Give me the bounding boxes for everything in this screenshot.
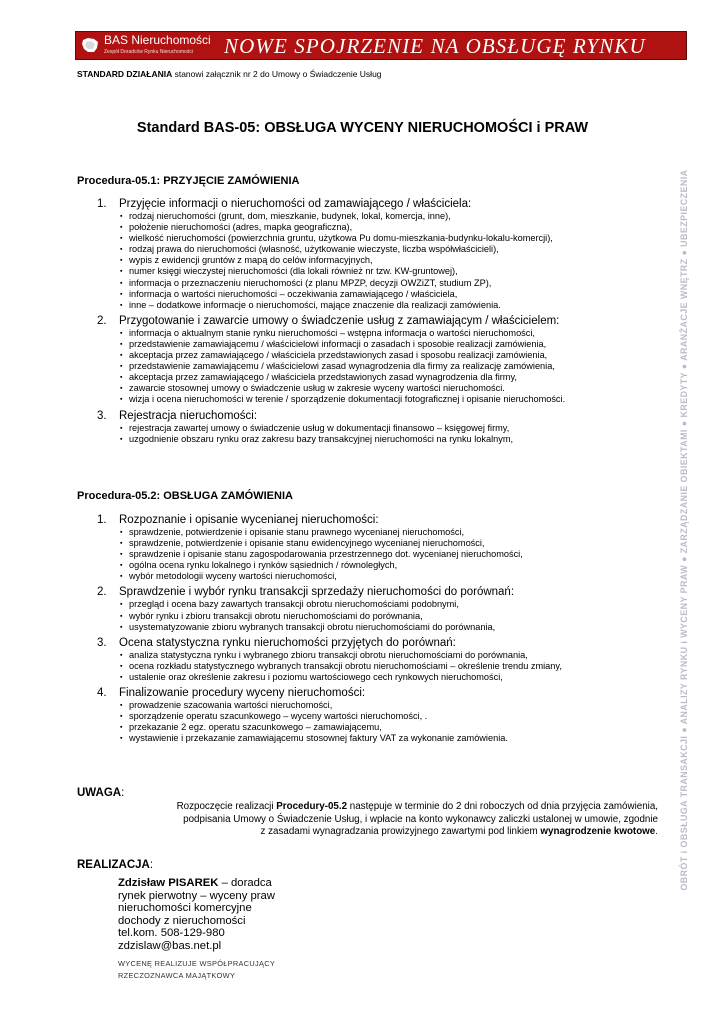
bullet-item [97,423,667,434]
footer-note [118,958,275,982]
item-number: 3. [97,409,107,422]
contact-email[interactable]: zdzislaw@bas.net.pl [118,939,222,952]
bullet-item [97,611,667,622]
note-line [98,826,658,839]
item-text: Finalizowanie procedury wyceny nieruchomości: [119,687,366,700]
bullet-text: akceptacja przez zamawiającego / właściciela przedstawionych zasad i sposobu realizacji zamówienia, [129,350,548,361]
item-text: Ocena statystyczna rynku nieruchomości przyjętych do porównań: [119,636,456,649]
item-number: 1. [97,198,107,210]
bullet-text: akceptacja przez zamawiającego / właściciela przedstawionych zasad wynagrodzenia dla firmy, [129,372,517,383]
bullet-text: zawarcie stosownej umowy o świadczenie usług w zakresie wyceny wartości nieruchomości. [129,383,505,394]
bullet-item [97,434,667,445]
note-text: następuje w terminie do 2 dni roboczych od dnia przyjęcia zamówienia, [347,801,658,812]
standard-note-bold: STANDARD DZIAŁANIA [77,69,173,79]
numbered-item [97,198,667,211]
bullet-item [97,372,667,383]
note-heading [77,787,124,799]
realization-heading [77,859,153,871]
bullet-text: sprawdzenie i opisanie stanu zagospodarowania przestrzennego dot. wycenianej nieruchomości, [129,549,523,560]
bullet-item [97,622,667,633]
bullet-text: ustalenie oraz określenie zakresu i poziomu wartościowego cech rynkowych nieruchomości, [129,671,503,682]
bullet-item [97,650,667,661]
bullet-text: ogólna ocena rynku lokalnego i rynków sąsiednich / równoległych, [129,560,398,571]
item-number: 2. [97,586,107,599]
bullet-text: informacja o wartości nieruchomości – oczekiwania zamawiającego / właściciela, [129,288,458,299]
payment-link[interactable]: wynagrodzenie kwotowe [540,826,656,838]
bullet-item [97,700,667,711]
bullet-item [97,278,667,289]
contact-line: nieruchomości komercyjne [118,902,252,914]
bullet-text: informacja o przeznaczeniu nieruchomości (z planu MPZP, decyzji OWZiZT, studium ZP), [129,277,492,288]
bullet-text: prowadzenie szacowania wartości nieruchomości, [129,700,333,711]
bullet-item [97,211,667,222]
bullet-item [97,361,667,372]
bullet-item [97,560,667,571]
numbered-item [97,514,667,527]
contact-name: Zdzisław PISAREK [118,877,219,889]
brand-name: BAS Nieruchomości [104,33,211,47]
page-title: Standard BAS-05: OBSŁUGA WYCENY NIERUCHOMOŚCI i PRAW [136,120,589,136]
bullet-item [97,672,667,683]
note-heading-text: UWAGA [77,787,122,799]
item-text: Przygotowanie i zawarcie umowy o świadczenie usług z zamawiającym / właścicielem: [119,314,560,327]
item-number: 1. [97,514,107,526]
contact-line: dochody z nieruchomości [118,914,246,927]
bullet-text: sprawdzenie, potwierdzenie i opisanie stanu prawnego wycenianej nieruchomości, [129,527,465,537]
note-line [98,801,658,814]
bullet-text: wystawienie i przekazanie zamawiającemu stosownej faktury VAT za wykonanie zamówienia. [129,733,508,744]
contact-phone: tel.kom. 508-129-980 [118,927,225,939]
procedure-list [97,514,667,744]
bullet-item [97,711,667,722]
contact-block [118,877,275,952]
bullet-item [97,599,667,610]
contact-line: rynek pierwotny – wyceny praw [118,889,275,902]
contact-name-line [118,877,275,890]
note-text: z zasadami wynagradzania prowizyjnego zawartymi pod linkiem [260,826,541,838]
item-number: 4. [97,687,107,700]
procedure-heading: Procedura-05.2: OBSŁUGA ZAMÓWIENIA [77,490,293,502]
bullet-item [97,222,667,233]
bullet-text: sprawdzenie, potwierdzenie i opisanie stanu ewidencyjnego wycenianej nieruchomości, [129,538,485,549]
numbered-item [97,586,667,599]
bullet-item [97,300,667,311]
bullet-text: informacja o aktualnym stanie rynku nieruchomości – wstępna informacja o wartości nieruchomości, [129,327,535,338]
standard-note [77,69,382,79]
bullet-item [97,289,667,300]
bullet-item [97,266,667,277]
standard-note-text: stanowi załącznik nr 2 do Umowy o Świadczenie Usług [172,69,382,79]
bullet-text: analiza statystyczna rynku i wybranego zbioru transakcji obrotu nieruchomościami do porównania, [129,649,528,660]
side-banner [676,72,691,988]
item-text: Rejestracja nieruchomości: [119,409,258,422]
bullet-item [97,350,667,361]
header-slogan: NOWE SPOJRZENIE NA OBSŁUGĘ RYNKU [224,34,646,58]
contact-role: – doradca [218,877,272,889]
realization-heading-colon: : [149,859,154,871]
bullet-text: ocena rozkładu statystycznego wybranych transakcji obrotu nieruchomościami – określenie trendu zmiany, [129,660,562,671]
bullet-item [97,571,667,582]
bullet-text: wybór rynku i zbioru transakcji obrotu nieruchomościami do porównania, [129,610,423,621]
footer-note-line: RZECZOZNAWCA MAJĄTKOWY [118,971,236,980]
note-line: podpisania Umowy o Świadczenie Usług, i wpłacie na konto wykonawcy zaliczki ustalonej w umowie, zgodnie [183,813,658,825]
item-number: 3. [97,636,107,649]
bullet-text: wybór metodologii wyceny wartości nieruchomości, [129,571,337,582]
note-text: . [655,826,658,838]
bullet-text: przedstawienie zamawiającemu / właścicielowi zasad wynagrodzenia dla firmy za realizację zamówienia, [129,361,555,372]
bullet-text: rejestracja zawartej umowy o świadczenie usług w dokumentacji finansowo – księgowej firmy, [129,422,510,433]
numbered-item [97,315,667,328]
bullet-text: sporządzenie operatu szacunkowego – wyceny wartości nieruchomości, . [129,711,428,722]
bullet-text: położenie nieruchomości (adres, mapka geograficzna), [129,222,353,233]
bullet-text: usystematyzowanie zbioru wybranych transakcji obrotu nieruchomościami do porównania, [129,621,496,632]
bullet-text: przekazanie 2 egz. operatu szacunkowego – zamawiającemu, [129,722,382,733]
numbered-item [97,410,667,423]
bullet-item [97,244,667,255]
item-text: Rozpoznanie i opisanie wycenianej nieruchomości: [119,514,379,526]
bullet-text: numer księgi wieczystej nieruchomości (dla lokali również nr tzw. KW-gruntowej), [129,266,458,277]
bullet-item [97,661,667,672]
bullet-text: rodzaj prawa do nieruchomości (własność, użytkowanie wieczyste, liczba współwłaścicieli), [129,244,499,255]
note-bold: Procedury-05.2 [276,801,348,812]
procedure-list [97,198,667,445]
bullet-item [97,549,667,560]
item-text: Sprawdzenie i wybór rynku transakcji sprzedaży nieruchomości do porównań: [119,586,515,599]
bullet-item [97,538,667,549]
bullet-text: przedstawienie zamawiającemu / właścicielowi informacji o zasadach i sposobie realizacji zamówienia, [129,338,547,349]
bullet-text: wypis z ewidencji gruntów z mapą do celów informacyjnych, [129,255,373,266]
bullet-item [97,733,667,744]
poland-map-logo-icon [80,35,100,55]
bullet-item [97,383,667,394]
footer-note-line: WYCENĘ REALIZUJE WSPÓŁPRACUJĄCY [118,959,276,968]
bullet-item [97,339,667,350]
bullet-item [97,722,667,733]
bullet-text: wizja i ocena nieruchomości w terenie / sporządzenie dokumentacji fotograficznej i opisanie nieruchomości. [129,394,566,405]
note-text: Rozpoczęcie realizacji [176,801,277,812]
bullet-item [97,527,667,538]
bullet-text: rodzaj nieruchomości (grunt, dom, mieszkanie, budynek, lokal, komercja, inne), [129,211,451,221]
bullet-item [97,328,667,339]
brand-subtitle: Zespół Doradców Rynku Nieruchomości [104,49,193,55]
bullet-item [97,394,667,405]
note-body [98,801,658,839]
note-heading-colon: : [121,787,125,799]
item-text: Przyjęcie informacji o nieruchomości od zamawiającego / właściciela: [119,198,472,210]
numbered-item [97,687,667,700]
bullet-text: inne – dodatkowe informacje o nieruchomości, mające znaczenie dla realizacji zamówienia. [129,299,501,310]
item-number: 2. [97,314,107,327]
bullet-text: przegląd i ocena bazy zawartych transakcji obrotu nieruchomościami podobnymi, [129,599,459,610]
side-banner-text: OBRÓT i OBSŁUGA TRANSAKCJI ● ANALIZY RYNKU i WYCENY PRAW ● ZARZĄDZANIE OBIEKTAMI ● KREDYTY ● ARANŻACJE WNĘTRZ ● UBEZPIECZENIA [678,169,689,891]
header-banner [75,31,687,60]
bullet-text: wielkość nieruchomości (powierzchnia gruntu, użytkowa Pu domu-mieszkania-budynku-lokalu-komercji), [129,233,553,244]
realization-heading-text: REALIZACJA [77,859,150,871]
bullet-item [97,233,667,244]
procedure-heading: Procedura-05.1: PRZYJĘCIE ZAMÓWIENIA [77,175,300,187]
numbered-item [97,637,667,650]
bullet-text: uzgodnienie obszaru rynku oraz zakresu bazy transakcyjnej nieruchomości na rynku lokalnym, [129,433,514,444]
bullet-item [97,255,667,266]
